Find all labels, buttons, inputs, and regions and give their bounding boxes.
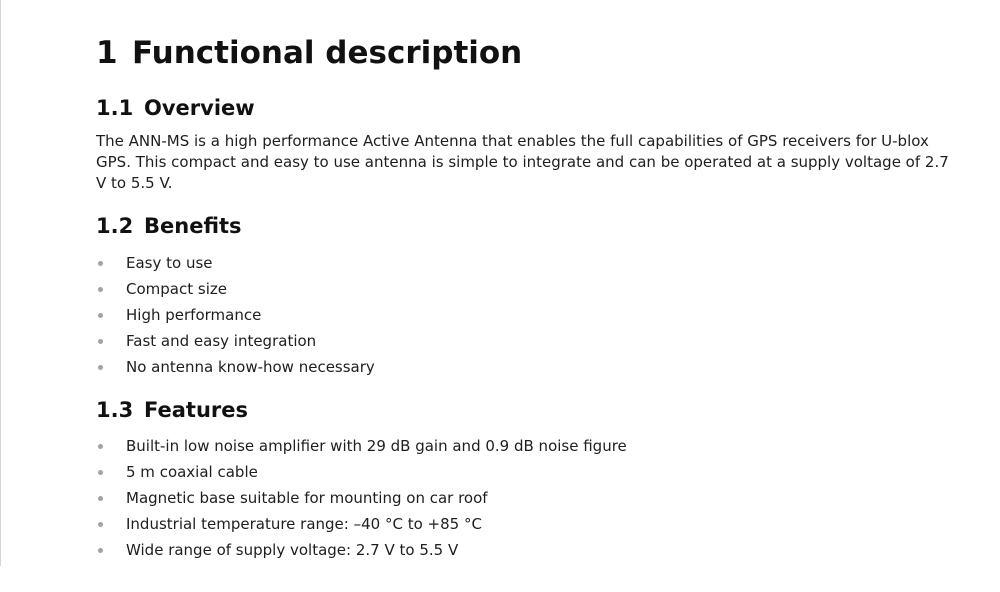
list-item-text: Compact size: [126, 280, 227, 298]
list-item-text: 5 m coaxial cable: [126, 463, 258, 481]
chapter-title: Functional description: [132, 35, 523, 71]
bullet-icon: [98, 313, 103, 318]
bullet-icon: [98, 261, 103, 266]
section-title: Features: [144, 398, 248, 422]
bullet-icon: [98, 522, 103, 527]
list-item-text: Easy to use: [126, 254, 213, 272]
list-item: [96, 276, 375, 302]
list-item: [96, 328, 375, 354]
page-left-edge: [0, 0, 1, 566]
list-item: [96, 511, 627, 537]
bullet-icon: [98, 496, 103, 501]
list-item-text: High performance: [126, 306, 262, 324]
bullet-icon: [98, 548, 103, 553]
section-number: 1.1: [96, 96, 134, 120]
section-title: Overview: [144, 96, 255, 120]
chapter-number: 1: [96, 35, 118, 71]
list-item-text: Wide range of supply voltage: 2.7 V to 5.5 V: [126, 541, 459, 559]
list-item: [96, 250, 375, 276]
section-title: Benefits: [144, 214, 242, 238]
section-number: 1.2: [96, 214, 134, 238]
features-list: [96, 433, 627, 563]
benefits-list: [96, 250, 375, 380]
bullet-icon: [98, 470, 103, 475]
bullet-icon: [98, 444, 103, 449]
list-item-text: No antenna know-how necessary: [126, 358, 375, 376]
list-item: [96, 485, 627, 511]
section-heading-benefits: [96, 213, 242, 239]
list-item-text: Magnetic base suitable for mounting on car roof: [126, 489, 488, 507]
bullet-icon: [98, 287, 103, 292]
bullet-icon: [98, 339, 103, 344]
bullet-icon: [98, 365, 103, 370]
list-item-text: Industrial temperature range: –40 °C to +85 °C: [126, 515, 482, 533]
list-item-text: Fast and easy integration: [126, 332, 317, 350]
overview-paragraph: The ANN-MS is a high performance Active Antenna that enables the full capabilities of GPS receivers for U-blox GPS. This compact and easy to use antenna is simple to integrate and can be operated at a supply voltage of 2.7 V to 5.5 V.: [96, 132, 949, 192]
list-item: [96, 433, 627, 459]
section-heading-features: [96, 397, 248, 423]
chapter-heading: [96, 34, 522, 72]
list-item: [96, 459, 627, 485]
list-item: [96, 354, 375, 380]
section-number: 1.3: [96, 398, 134, 422]
list-item-text: Built-in low noise amplifier with 29 dB gain and 0.9 dB noise figure: [126, 437, 627, 455]
list-item: [96, 537, 627, 563]
list-item: [96, 302, 375, 328]
section-heading-overview: [96, 95, 255, 121]
